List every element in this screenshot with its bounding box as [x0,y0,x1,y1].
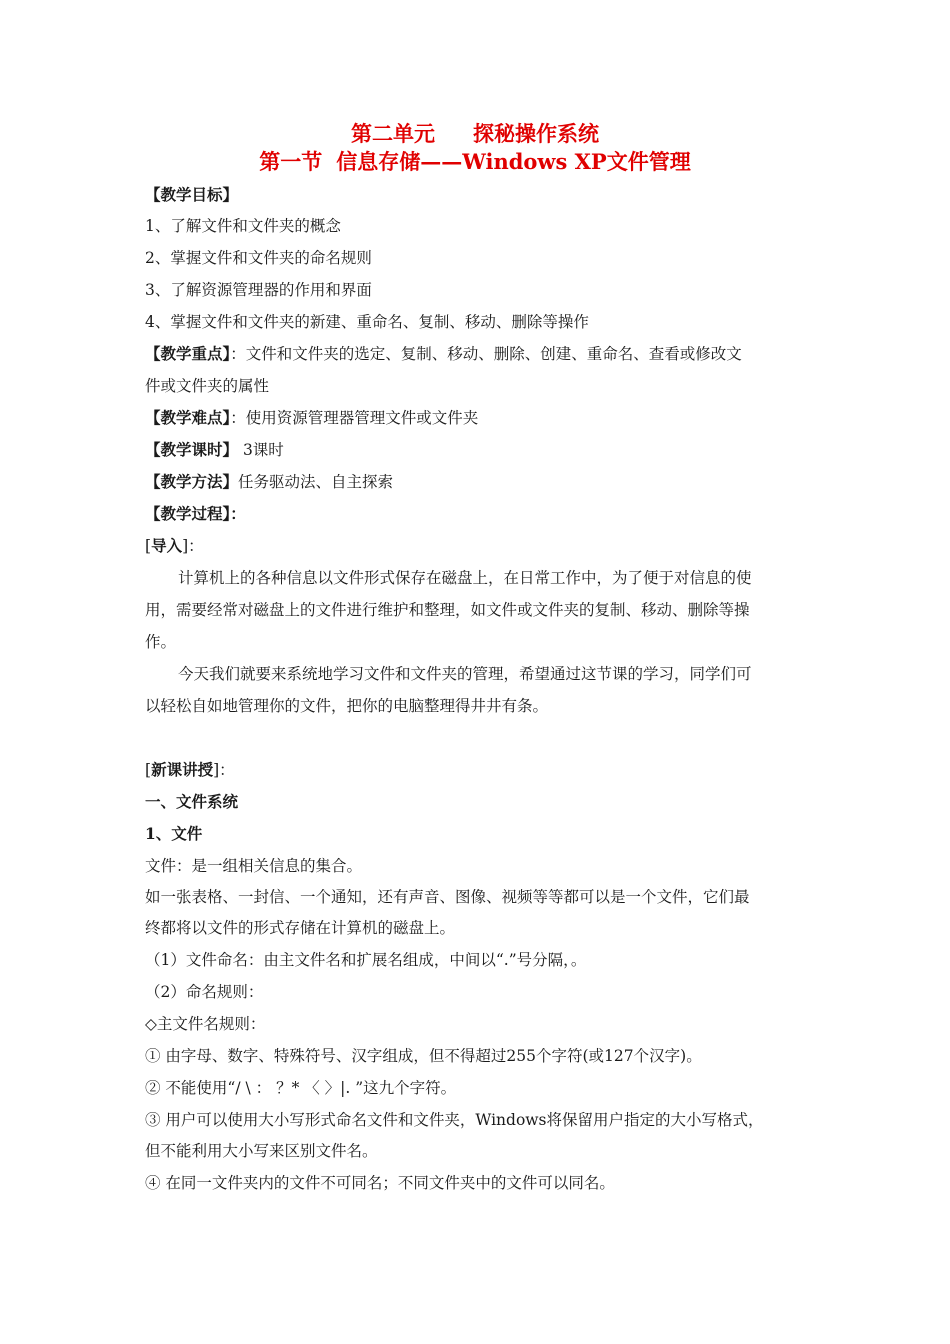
section-name: 信息存储——Windows XP文件管理 [336,149,691,174]
intro-paragraph-2: 今天我们就要来系统地学习文件和文件夹的管理，希望通过这节课的学习，同学们可 [178,665,752,683]
section-label: 第一节 [259,149,323,174]
method-label: 【教学方法】 [145,472,239,491]
objectives-heading: 【教学目标】 [145,185,239,204]
unit-label: 第二单元 [351,121,435,146]
bracket-open: [ [145,761,152,779]
method [145,472,815,492]
hours [145,440,815,460]
section-title [0,149,950,175]
objective-item: 4、掌握文件和文件夹的新建、重命名、复制、移动、删除等操作 [145,313,589,331]
new-lesson-heading [145,760,815,780]
intro-paragraph-2-line: 以轻松自如地管理你的文件，把你的电脑整理得井井有条。 [145,697,549,715]
hours-label: 【教学课时】 [145,440,239,459]
key-points-continued: 件或文件夹的属性 [145,377,270,395]
objective-item: 2、掌握文件和文件夹的命名规则 [145,249,372,267]
key-points [145,344,815,364]
bracket-close: ]： [213,761,235,779]
difficulty [145,408,815,428]
method-text: 任务驱动法、自主探索 [238,473,394,491]
unit-title [0,121,950,147]
key-points-label: 【教学重点】 [145,344,231,363]
bracket-open: [ [145,537,152,555]
intro-paragraph-1: 计算机上的各种信息以文件形式保存在磁盘上，在日常工作中，为了便于对信息的使 [178,569,752,587]
rule-4: ④ 在同一文件夹内的文件不可同名；不同文件夹中的文件可以同名。 [145,1174,615,1192]
hours-text: 3课时 [238,441,284,459]
naming-rules: （2）命名规则： [145,983,264,1001]
unit-name: 探秘操作系统 [473,121,599,146]
file-naming: （1）文件命名：由主文件名和扩展名组成，中间以“.”号分隔，。 [145,951,587,969]
rule-1: ① 由字母、数字、特殊符号、汉字组成，但不得超过255个字符(或127个汉字)。 [145,1047,702,1065]
process [145,504,815,524]
section-file-system: 一、文件系统 [145,792,239,811]
intro-label: 导入 [151,536,183,555]
rule-3: ③ 用户可以使用大小写形式命名文件和文件夹，Windows将保留用户指定的大小写格式， [145,1111,764,1129]
new-lesson-label: 新课讲授 [151,760,214,779]
main-name-rules: ◇主文件名规则： [145,1015,266,1033]
bracket-close: ]： [182,537,204,555]
objective-item: 3、了解资源管理器的作用和界面 [145,281,372,299]
process-text: ： [230,504,246,523]
key-points-text: ：文件和文件夹的选定、复制、移动、删除、创建、重命名、查看或修改文 [230,345,742,363]
subsection-file: 1、文件 [145,824,203,843]
rule-2: ② 不能使用“/ \ ： ？* 〈 〉|. ”这九个字符。 [145,1079,457,1097]
rule-3-line: 但不能利用大小写来区别文件名。 [145,1142,378,1160]
intro-heading [145,536,815,556]
difficulty-label: 【教学难点】 [145,408,231,427]
process-label: 【教学过程】 [145,504,231,523]
intro-paragraph-1-line: 用，需要经常对磁盘上的文件进行维护和整理，如文件或文件夹的复制、移动、删除等操 [145,601,750,619]
file-example-line: 终都将以文件的形式存储在计算机的磁盘上。 [145,919,456,937]
file-definition: 文件：是一组相关信息的集合。 [145,857,363,875]
intro-paragraph-1-line: 作。 [145,633,177,651]
file-example: 如一张表格、一封信、一个通知，还有声音、图像、视频等等都可以是一个文件，它们最 [145,888,750,906]
objective-item: 1、了解文件和文件夹的概念 [145,217,341,235]
difficulty-text: ：使用资源管理器管理文件或文件夹 [230,409,479,427]
